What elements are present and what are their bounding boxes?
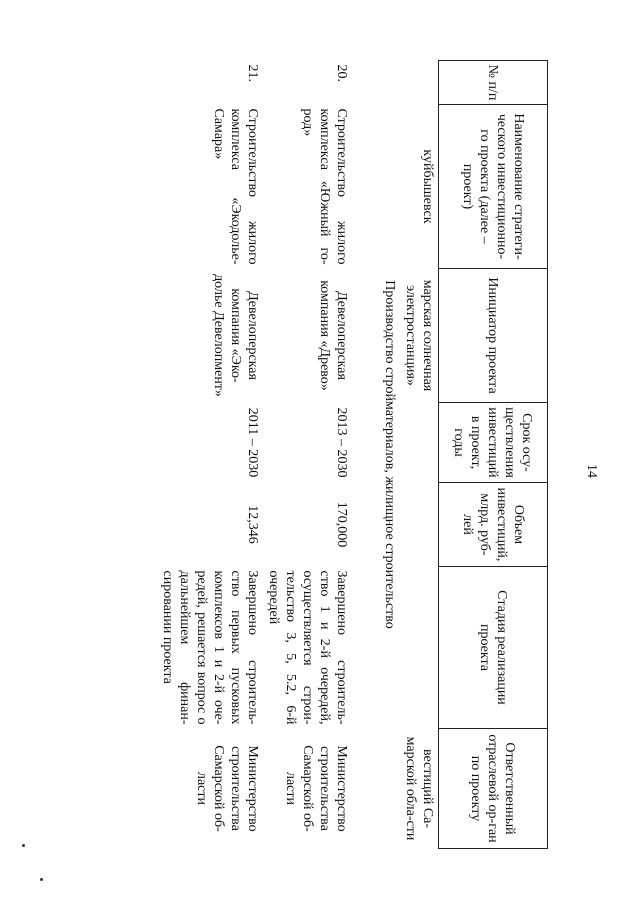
table-row: [157, 61, 263, 849]
row-responsible: Министерство строительства Самарской об-ласти: [283, 745, 349, 832]
row-name: Строительство жилого комплекса «Южный го-род»: [300, 108, 349, 265]
table-row: [263, 61, 352, 849]
continuation-responsible: вестиций Са-марской обла-сти: [403, 736, 435, 841]
row-initiator: Девелоперская компания «Древо»: [317, 280, 349, 391]
continuation-row: [400, 61, 439, 849]
row-volume: 170,000: [334, 501, 349, 548]
projects-table: [157, 60, 548, 849]
header-volume: Объем инвестиций, млрд. руб-лей: [439, 483, 548, 567]
header-name: Наименование стратеги-ческого инвестиционно-го проекта (далее – проект): [439, 105, 548, 269]
header-term: Срок осу-ществления инвестиций в проект, годы: [439, 403, 548, 483]
header-num: № п/п: [439, 61, 548, 105]
section-row: [352, 61, 400, 849]
row-num: 20.: [334, 64, 349, 82]
page-number: 14: [584, 464, 599, 478]
table-header-row: [439, 61, 548, 849]
row-volume: 12,346: [245, 505, 260, 544]
section-title: Производство стройматериалов, жилищное строительство: [382, 280, 397, 629]
header-initiator: Инициатор проекта: [439, 269, 548, 403]
scan-speck: [40, 878, 43, 881]
scan-speck: [22, 844, 25, 847]
header-stage: Стадия реализации проекта: [439, 567, 548, 729]
row-stage: Завершено строитель-ство 1 и 2-й очередей, осуществляется строи-тельство 3, 5, 5.2, 6-й очередей: [266, 570, 349, 725]
row-num: 21.: [245, 64, 260, 82]
row-term: 2013 – 2030: [334, 407, 349, 478]
row-stage: Завершено строитель-ство первых пусковых комплексов 1 и 2-й оче-редей, решается вопрос о дальнейшем финан-сировании проекта: [160, 570, 260, 725]
continuation-initiator: марская солнечная электростанция»: [403, 279, 435, 392]
header-responsible: Ответственный отраслевой ор-ган по проекту: [439, 729, 548, 849]
row-responsible: Министерство строительства Самарской об-ласти: [194, 745, 260, 832]
continuation-name: куйбышевск: [420, 149, 435, 224]
row-name: Строительство жилого комплекса «Экодолье-Самара»: [211, 108, 260, 265]
row-initiator: Девелоперская компания «Эко-долье Девелопмент»: [211, 274, 260, 397]
row-term: 2011 – 2030: [245, 407, 260, 478]
